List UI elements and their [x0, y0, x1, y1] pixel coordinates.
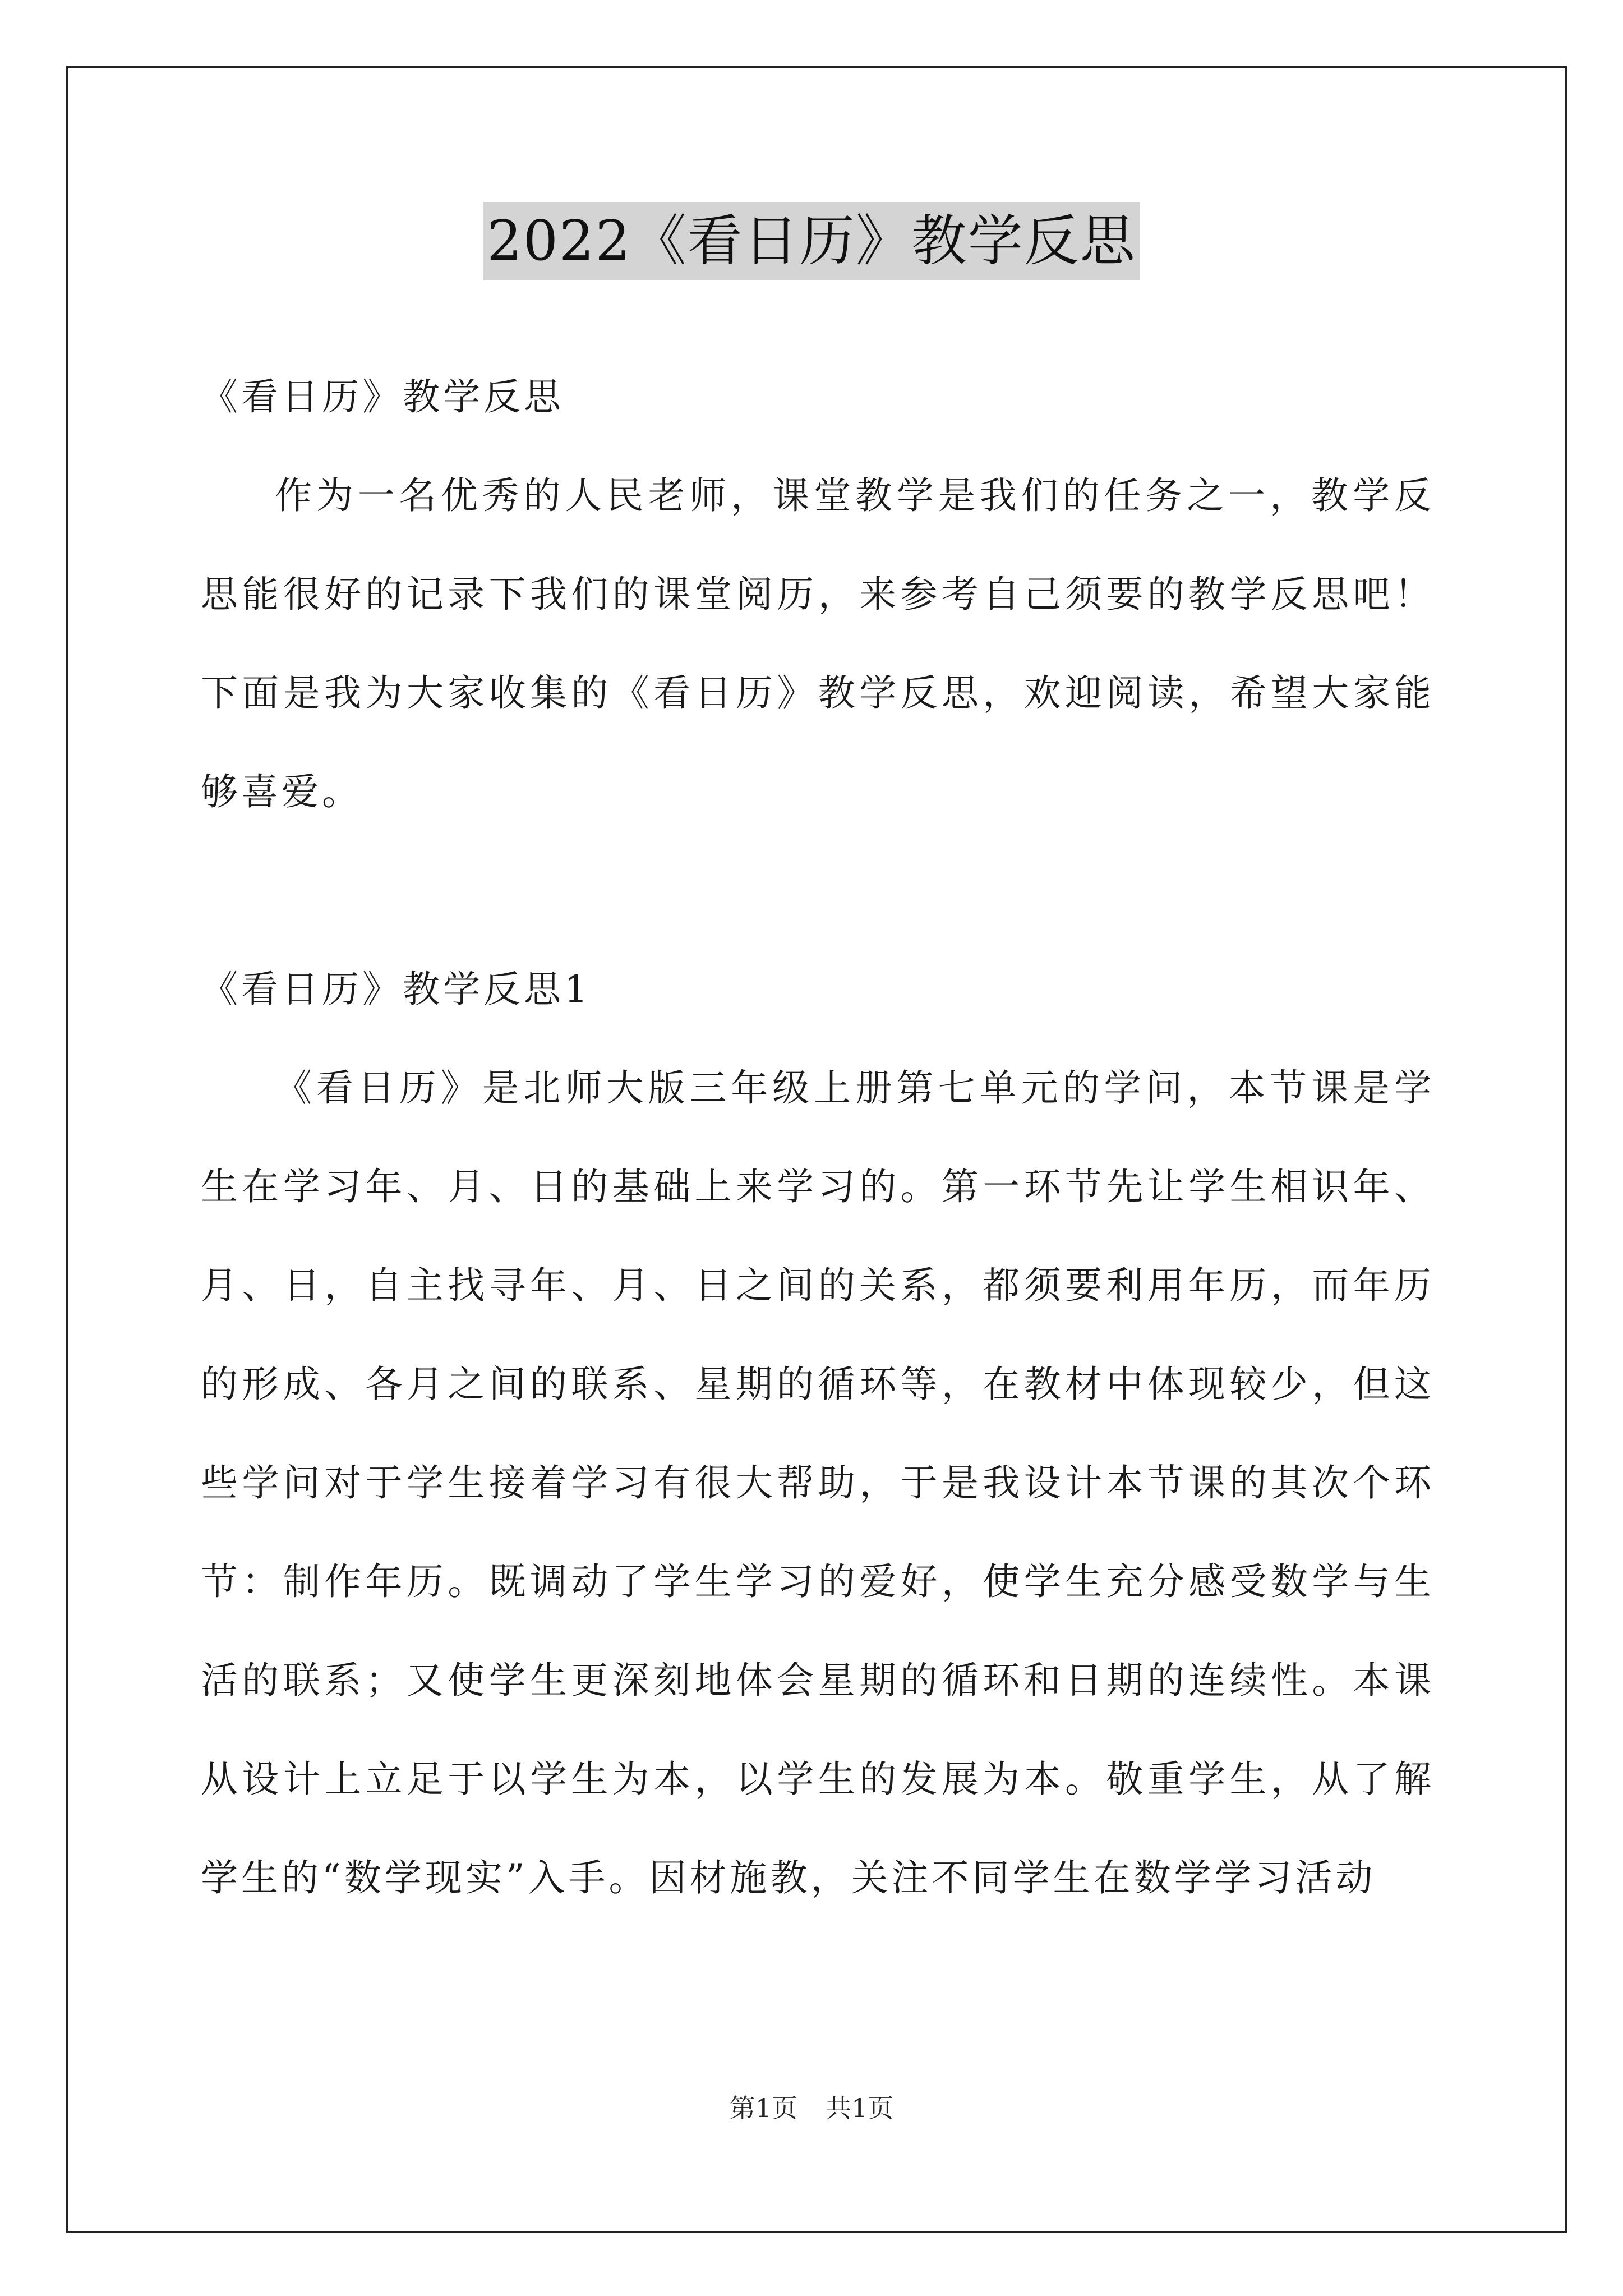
current-page-label: 第1页 — [729, 2093, 797, 2123]
subheading: 《看日历》教学反思 — [201, 375, 564, 418]
title-container — [0, 202, 1623, 280]
document-body — [201, 348, 1435, 1927]
document-title: 2022《看日历》教学反思 — [483, 202, 1139, 280]
intro-paragraph: 作为一名优秀的人民老师，课堂教学是我们的任务之一，教学反思能很好的记录下我们的课堂阅历，来参考自己须要的教学反思吧！下面是我为大家收集的《看日历》教学反思，欢迎阅读，希望大家能够喜爱。 — [201, 474, 1435, 813]
page-footer — [0, 2091, 1623, 2125]
section-paragraph: 《看日历》是北师大版三年级上册第七单元的学问，本节课是学生在学习年、月、日的基础上来学习的。第一环节先让学生相识年、月、日，自主找寻年、月、日之间的关系，都须要利用年历，而年历的形成、各月之间的联系、星期的循环等，在教材中体现较少，但这些学问对于学生接着学习有很大帮助，于是我设计本节课的其次个环节：制作年历。既调动了学生学习的爱好，使学生充分感受数学与生活的联系；又使学生更深刻地体会星期的循环和日期的连续性。本课从设计上立足于以学生为本，以学生的发展为本。敬重学生，从了解学生的“数学现实”入手。因材施教，关注不同学生在数学学习活动 — [201, 1066, 1435, 1899]
total-pages-label: 共1页 — [826, 2093, 894, 2123]
section-heading: 《看日历》教学反思1 — [201, 968, 591, 1011]
